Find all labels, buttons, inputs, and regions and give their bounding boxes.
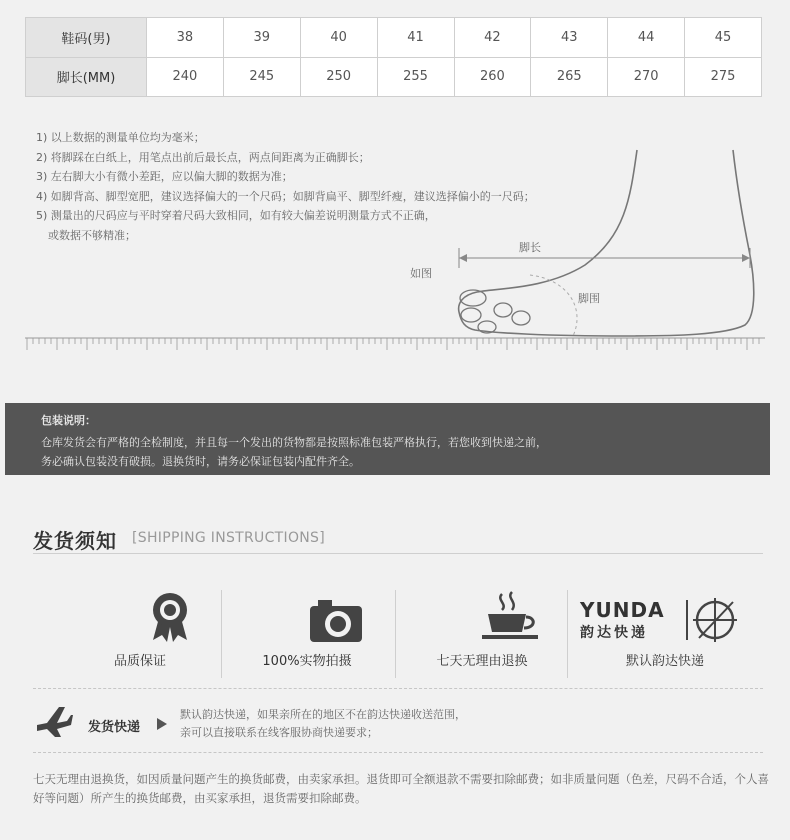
shipping-subtitle: [SHIPPING INSTRUCTIONS] <box>132 530 326 546</box>
table-cell: 245 <box>223 57 300 97</box>
foot-outline-icon <box>459 150 754 336</box>
feature-label: 七天无理由退换 <box>436 654 528 669</box>
table-cell: 39 <box>223 18 300 58</box>
feature-quality <box>55 590 225 669</box>
table-cell: 40 <box>300 18 377 58</box>
table-cell: 265 <box>531 57 608 97</box>
packaging-line: 务必确认包装没有破损。退换货时，请务必保证包装内配件齐全。 <box>41 455 360 468</box>
camera-icon <box>308 598 364 644</box>
toe-icon <box>461 308 481 322</box>
divider <box>395 590 396 678</box>
feature-label: 100%实物拍摄 <box>262 654 352 669</box>
feature-label: 品质保证 <box>113 654 166 669</box>
yunda-logo-sub: 韵达快递 <box>580 625 648 641</box>
girth-label: 脚围 <box>578 292 600 305</box>
airplane-icon <box>33 703 73 739</box>
row-header: 鞋码(男) <box>26 18 147 58</box>
yunda-logo-icon <box>580 598 665 642</box>
note-line: 或数据不够精准； <box>48 228 136 242</box>
table-cell: 41 <box>377 18 454 58</box>
dashed-divider <box>33 688 763 689</box>
table-cell: 43 <box>531 18 608 58</box>
length-label: 脚长 <box>519 241 541 254</box>
feature-camera <box>222 590 392 669</box>
table-cell: 44 <box>608 18 685 58</box>
packaging-banner <box>5 403 770 475</box>
table-row <box>26 18 762 58</box>
feature-return <box>397 590 567 669</box>
table-cell: 275 <box>685 57 762 97</box>
divider <box>33 553 763 554</box>
yunda-logo-text: YUNDA <box>580 598 665 622</box>
row-header: 脚长(MM) <box>26 57 147 97</box>
foot-diagram <box>25 140 770 355</box>
express-text-line: 亲可以直接联系在线客服协商快递要求； <box>180 726 378 739</box>
feature-label: 默认韵达快递 <box>625 654 704 669</box>
shipping-title: 发货须知 <box>33 529 117 553</box>
coffee-cup-icon <box>480 590 540 642</box>
table-cell: 240 <box>147 57 224 97</box>
note-line: 1) 以上数据的测量单位均为毫米； <box>36 131 205 144</box>
arrow-head-left <box>459 254 467 262</box>
arrow-head-right <box>742 254 750 262</box>
table-cell: 260 <box>454 57 531 97</box>
express-text-line: 默认韵达快递，如果亲所在的地区不在韵达快递收送范围， <box>180 708 466 721</box>
table-cell: 45 <box>685 18 762 58</box>
express-text <box>180 706 466 742</box>
express-label: 发货快递 <box>88 720 141 735</box>
table-cell: 255 <box>377 57 454 97</box>
table-cell: 38 <box>147 18 224 58</box>
play-arrow-icon <box>157 718 167 730</box>
note-line: 4) 如脚背高、脚型宽肥，建议选择偏大的一个尺码；如脚背扁平、脚型纤瘦，建议选择偏小的一尺码； <box>36 189 535 203</box>
dashed-divider <box>33 752 763 753</box>
note-line: 5) 测量出的尺码应与平时穿着尺码大致相同，如有较大偏差说明测量方式不正确， <box>36 209 436 222</box>
table-cell: 270 <box>608 57 685 97</box>
packaging-line: 仓库发货会有严格的全检制度，并且每一个发出的货物都是按照标准包装严格执行，若您收到快递之前， <box>41 436 547 449</box>
table-row <box>26 57 762 97</box>
packaging-title: 包装说明： <box>41 414 96 427</box>
table-cell: 250 <box>300 57 377 97</box>
table-cell: 42 <box>454 18 531 58</box>
toe-icon <box>512 311 530 325</box>
size-table <box>25 17 762 97</box>
yunda-emblem-icon <box>685 596 740 644</box>
toe-icon <box>494 303 512 317</box>
award-ribbon-icon <box>145 590 195 642</box>
return-policy: 七天无理由退换货，如因质量问题产生的换货邮费，由卖家承担。退货即可全额退款不需要扣除邮费；如非质量问题（色差，尺码不合适，个人喜好等问题）所产生的换货邮费，由买家承担，退货需要扣除邮费。 <box>33 772 769 805</box>
note-line: 2) 将脚踩在白纸上，用笔点出前后最长点，两点间距离为正确脚长； <box>36 150 370 164</box>
example-label: 如图 <box>410 267 432 280</box>
note-line: 3) 左右脚大小有微小差距，应以偏大脚的数据为准； <box>36 170 293 183</box>
divider <box>567 590 568 678</box>
